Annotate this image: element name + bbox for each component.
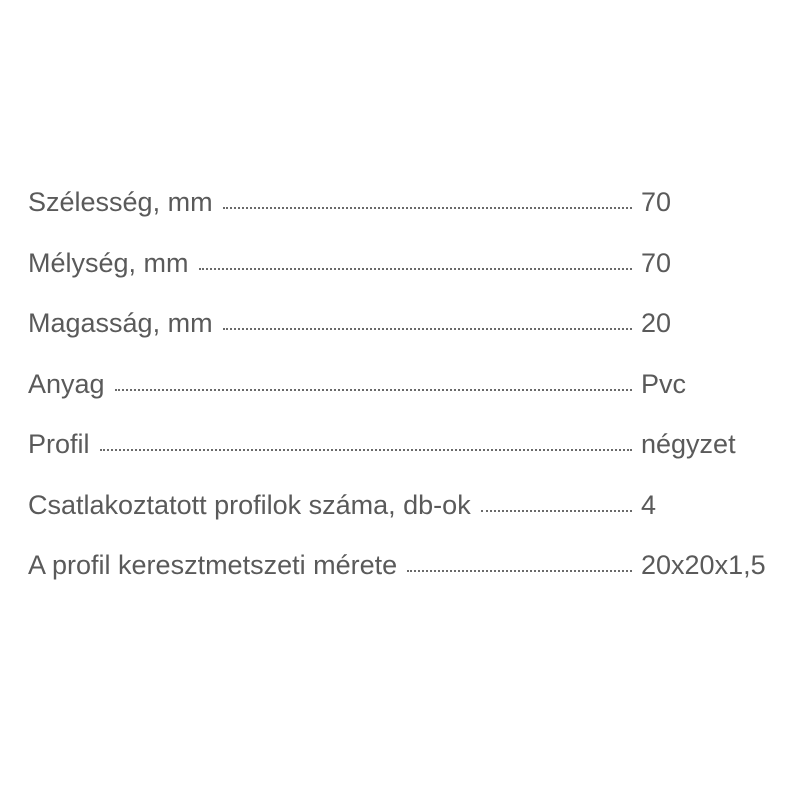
spec-row-cross-section: [28, 543, 788, 604]
dotted-leader: [481, 510, 632, 512]
spec-label: Szélesség, mm: [28, 187, 213, 217]
spec-value: 20x20x1,5: [641, 550, 766, 580]
spec-label: Mélység, mm: [28, 247, 189, 278]
spec-value: négyzet: [641, 429, 736, 459]
spec-row-profile: [28, 422, 788, 483]
spec-value: Pvc: [641, 368, 687, 399]
spec-table: [28, 180, 788, 604]
spec-value: 70: [641, 187, 672, 217]
spec-value: 20: [641, 308, 672, 338]
spec-label: Anyag: [28, 368, 105, 399]
spec-row-depth: [28, 241, 788, 302]
spec-row-width: [28, 180, 788, 241]
dotted-leader: [223, 207, 632, 209]
spec-label: Magasság, mm: [28, 308, 213, 338]
dotted-leader: [100, 449, 632, 451]
spec-value: 70: [641, 247, 672, 278]
spec-value: 4: [641, 489, 657, 520]
spec-label: Csatlakoztatott profilok száma, db-ok: [28, 489, 471, 520]
dotted-leader: [199, 268, 632, 270]
spec-label: Profil: [28, 429, 90, 459]
dotted-leader: [407, 570, 632, 572]
spec-label: A profil keresztmetszeti mérete: [28, 550, 398, 580]
spec-row-connected-profiles: [28, 483, 788, 544]
dotted-leader: [223, 328, 632, 330]
dotted-leader: [115, 389, 632, 391]
spec-row-material: [28, 362, 788, 423]
spec-row-height: [28, 301, 788, 362]
